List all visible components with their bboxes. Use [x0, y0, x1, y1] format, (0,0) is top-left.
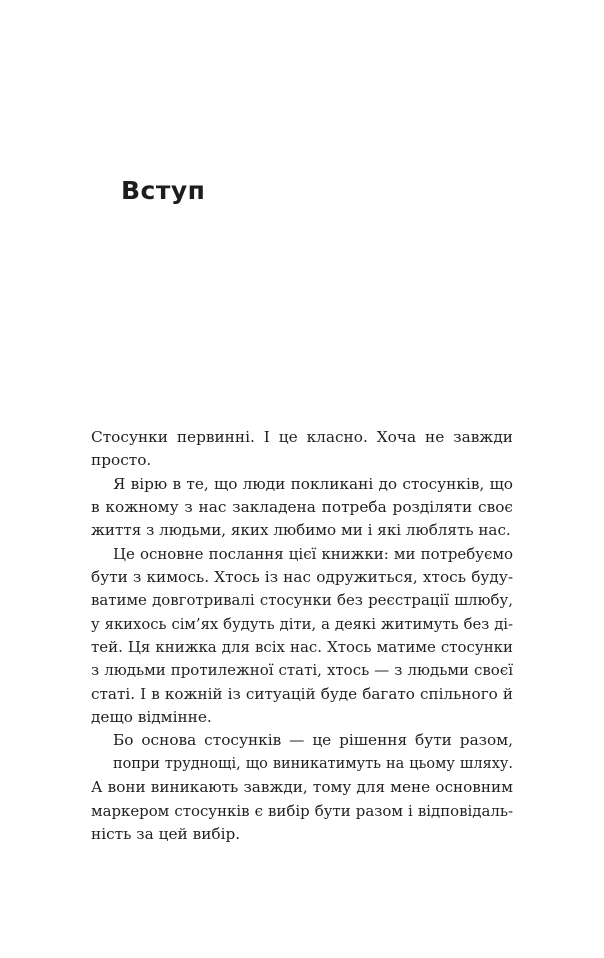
text-line: статі. І в кожній із ситуацій буде багато спільного й [91, 684, 513, 703]
text-line: попри труднощі, що виникатимуть на цьому шляху. [113, 755, 513, 772]
text-line: в кожному з нас закладена потреба розділяти своє [91, 498, 513, 517]
body-text [91, 426, 513, 846]
chapter-title: Вступ [121, 176, 206, 205]
text-line: Це основне послання цієї книжки: ми потребуємо [113, 544, 513, 563]
text-line: Стосунки первинні. І це класно. Хоча не завжди [91, 428, 513, 446]
text-line: маркером стосунків є вибір бути разом і відповідаль- [91, 801, 513, 820]
text-line: Я вірю в те, що люди покликані до стосунків, що [113, 474, 513, 493]
text-line: А вони виникають завжди, тому для мене основним [91, 778, 513, 797]
text-line: ватиме довготривалі стосунки без реєстрації шлюбу, [91, 591, 513, 610]
text-line: тей. Ця книжка для всіх нас. Хтось матиме стосунки [91, 638, 513, 657]
text-line: бути з кимось. Хтось із нас одружиться, хтось буду- [91, 568, 513, 587]
text-line: Бо основа стосунків — це рішення бути разом, [113, 731, 513, 750]
text-line: у якихось сім’ях будуть діти, а деякі житимуть без ді- [91, 615, 513, 633]
text-line: з людьми протилежної статі, хтось — з людьми своєї [91, 661, 513, 680]
text-line: просто. [91, 451, 152, 470]
text-line: ність за цей вибір. [91, 824, 241, 843]
text-line: життя з людьми, яких любимо ми і які люблять нас. [91, 521, 511, 540]
text-line: дещо відмінне. [91, 708, 212, 727]
